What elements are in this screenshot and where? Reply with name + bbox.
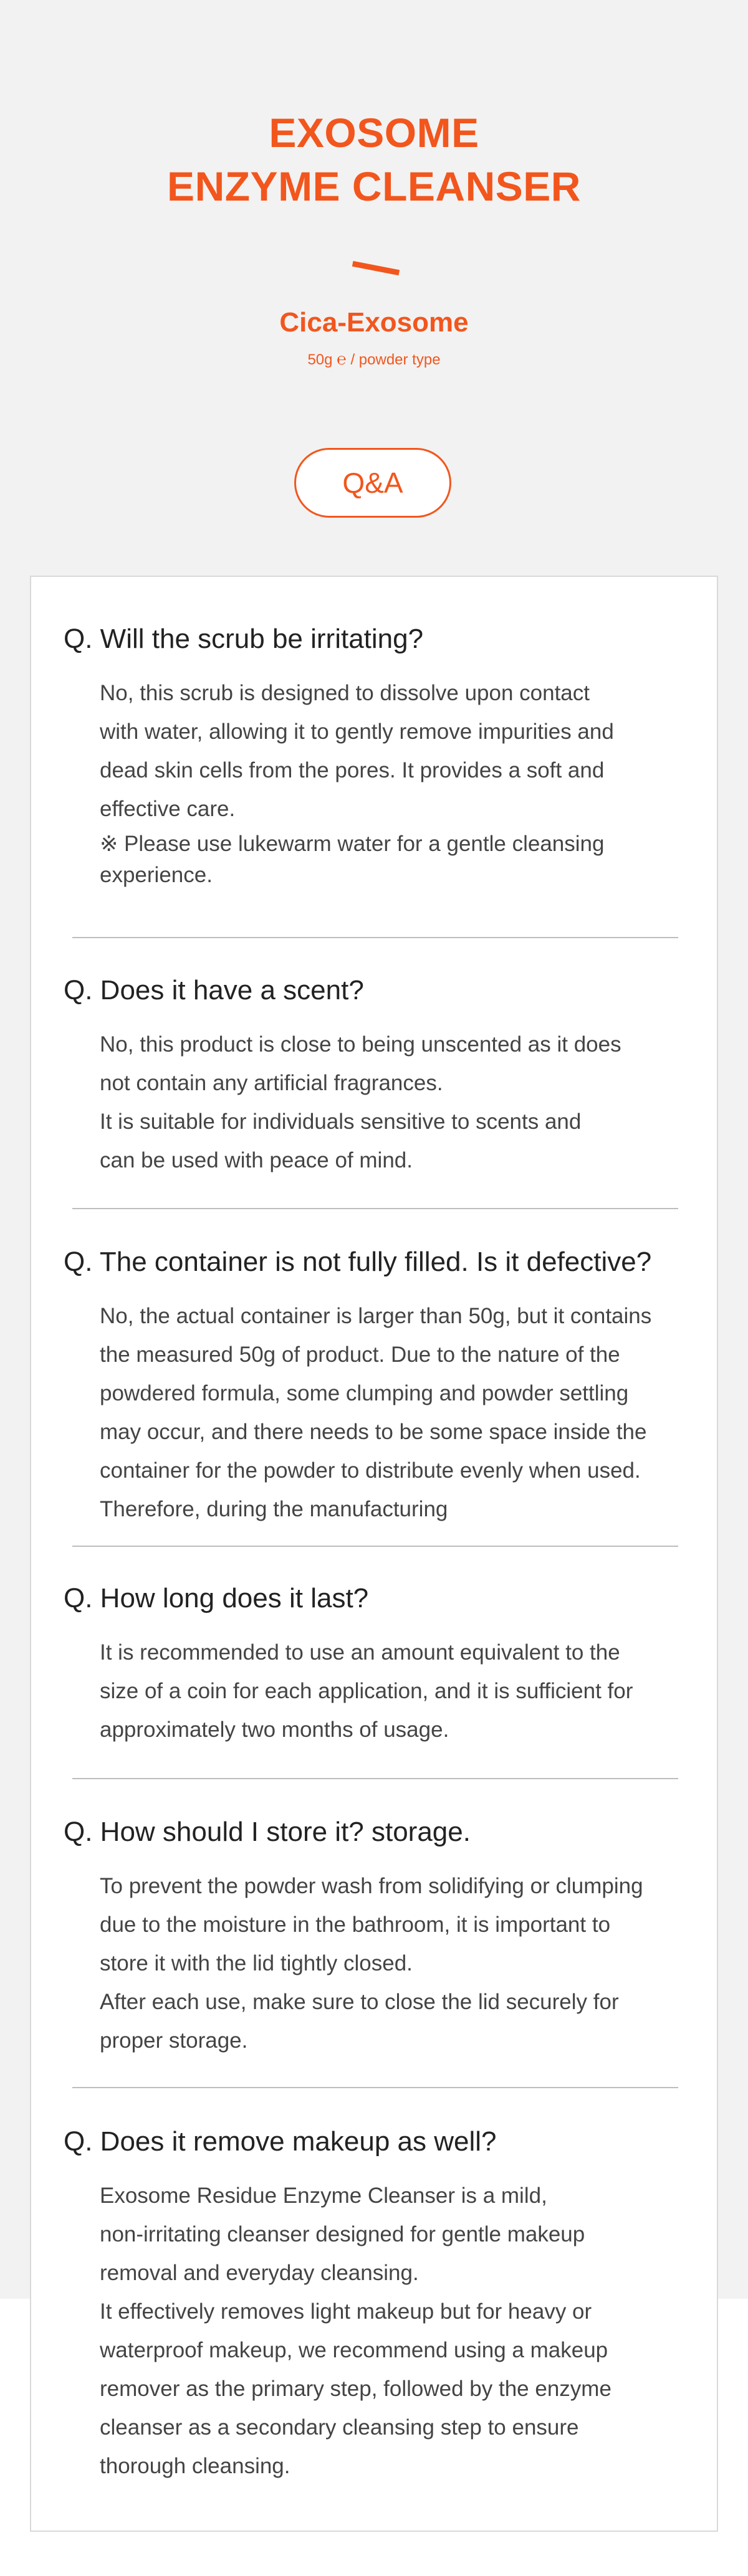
faq-question: Q. Will the scrub be irritating?	[64, 624, 424, 654]
estimated-sign-icon: ℮	[337, 349, 347, 368]
faq-item-container	[64, 1243, 687, 1529]
faq-answer	[100, 1867, 698, 2060]
answer-line: removal and everyday cleansing.	[100, 2261, 419, 2285]
answer-line: not contain any artificial fragrances.	[100, 1071, 443, 1095]
faq-question: Q. Does it have a scent?	[64, 975, 364, 1005]
answer-line: No, the actual container is larger than 50g, but it contains	[100, 1304, 652, 1328]
spec-type: / powder type	[350, 351, 441, 368]
answer-line: thorough cleansing.	[100, 2454, 290, 2478]
faq-divider	[72, 2087, 678, 2088]
answer-line: the measured 50g of product. Due to the nature of the	[100, 1343, 620, 1367]
faq-answer	[100, 2177, 698, 2486]
faq-answer	[100, 1297, 698, 1529]
answer-line: After each use, make sure to close the lid securely for	[100, 1990, 619, 2014]
faq-item-scent	[64, 972, 687, 1180]
answer-line: No, this scrub is designed to dissolve upon contact	[100, 681, 590, 705]
answer-line: due to the moisture in the bathroom, it is important to	[100, 1913, 611, 1937]
answer-line: store it with the lid tightly closed.	[100, 1951, 413, 1975]
answer-line: ※ Please use lukewarm water for a gentle cleansing	[100, 832, 605, 856]
faq-item-duration	[64, 1580, 687, 1749]
spec-weight: 50g	[307, 351, 333, 368]
faq-answer	[100, 674, 698, 891]
answer-line: can be used with peace of mind.	[100, 1148, 413, 1172]
answer-line: proper storage.	[100, 2028, 248, 2053]
answer-line: remover as the primary step, followed by the enzyme	[100, 2377, 611, 2401]
faq-divider	[72, 1546, 678, 1547]
answer-line: dead skin cells from the pores. It provides a soft and	[100, 758, 605, 782]
answer-line: cleanser as a secondary cleansing step to ensure	[100, 2415, 579, 2440]
answer-line: with water, allowing it to gently remove impurities and	[100, 720, 614, 744]
qa-badge: Q&A	[294, 448, 451, 518]
product-spec	[0, 349, 748, 370]
answer-line: size of a coin for each application, and it is sufficient for	[100, 1679, 633, 1703]
faq-divider	[72, 937, 678, 938]
answer-line: No, this product is close to being unscented as it does	[100, 1032, 621, 1057]
product-title	[0, 106, 748, 213]
faq-question: Q. Does it remove makeup as well?	[64, 2126, 497, 2157]
answer-line: container for the powder to distribute evenly when used.	[100, 1458, 641, 1483]
product-subtitle: Cica-Exosome	[279, 307, 469, 338]
faq-question: Q. The container is not fully filled. Is it defective?	[64, 1247, 652, 1277]
faq-card	[30, 576, 718, 2532]
answer-line: waterproof makeup, we recommend using a makeup	[100, 2338, 608, 2362]
product-title-line-2: ENZYME CLEANSER	[167, 163, 581, 209]
answer-line: To prevent the powder wash from solidifying or clumping	[100, 1874, 643, 1898]
answer-line: Exosome Residue Enzyme Cleanser is a mild,	[100, 2184, 547, 2208]
faq-question: Q. How long does it last?	[64, 1583, 369, 1614]
faq-answer	[100, 1025, 698, 1180]
answer-line: experience.	[100, 863, 213, 887]
answer-line: It is suitable for individuals sensitive to scents and	[100, 1110, 582, 1134]
answer-line: It effectively removes light makeup but for heavy or	[100, 2299, 592, 2324]
answer-line: effective care.	[100, 797, 236, 821]
answer-line: Therefore, during the manufacturing	[100, 1497, 448, 1521]
faq-divider	[72, 1778, 678, 1779]
answer-line: powdered formula, some clumping and powder settling	[100, 1381, 629, 1405]
faq-divider	[72, 1208, 678, 1209]
answer-line: approximately two months of usage.	[100, 1718, 449, 1742]
faq-item-irritation	[64, 620, 687, 891]
product-title-line-1: EXOSOME	[269, 110, 479, 156]
faq-item-makeup	[64, 2123, 687, 2486]
faq-answer	[100, 1633, 698, 1749]
faq-question: Q. How should I store it? storage.	[64, 1817, 471, 1847]
answer-line: may occur, and there needs to be some space inside the	[100, 1420, 647, 1444]
answer-line: non-irritating cleanser designed for gentle makeup	[100, 2222, 585, 2246]
faq-item-storage	[64, 1813, 687, 2060]
answer-line: It is recommended to use an amount equivalent to the	[100, 1640, 620, 1665]
